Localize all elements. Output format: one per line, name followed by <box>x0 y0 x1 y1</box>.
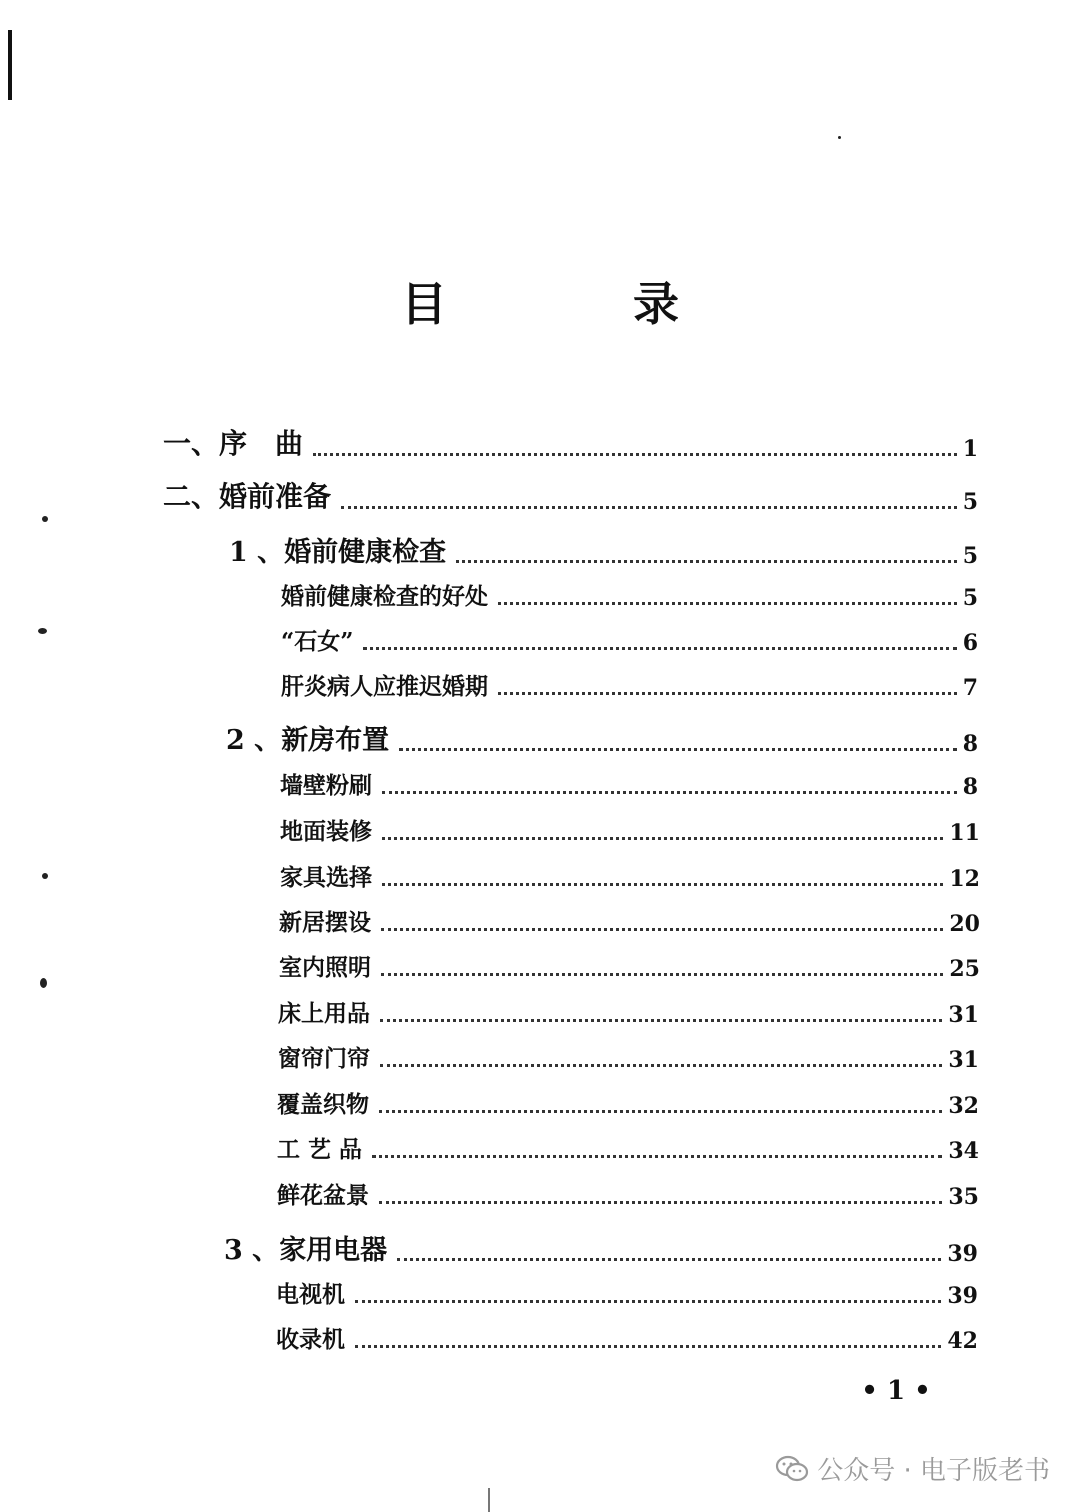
toc-entry[interactable] <box>278 995 979 1028</box>
toc-entry[interactable] <box>279 949 980 982</box>
toc-entry[interactable] <box>276 1321 978 1354</box>
toc-leader-dots <box>355 1345 941 1348</box>
toc-leader-dots <box>397 1258 941 1261</box>
toc-entry-page: 25 <box>949 956 980 982</box>
toc-leader-dots <box>381 928 943 931</box>
toc-leader-dots <box>379 1201 942 1204</box>
toc-entry-page: 31 <box>948 1002 979 1028</box>
toc-entry-label: 婚前健康检查的好处 <box>281 583 488 610</box>
toc-entry-page: 5 <box>962 543 978 569</box>
toc-entry-number: 2 、 <box>226 725 282 756</box>
toc-entry[interactable] <box>278 1040 979 1073</box>
toc-entry-page: 35 <box>948 1184 979 1210</box>
toc-leader-dots <box>498 602 957 605</box>
toc-leader-dots <box>355 1300 941 1303</box>
toc-entry-label: 电视机 <box>276 1281 345 1308</box>
toc-entry-page: 7 <box>962 675 978 701</box>
scan-edge-mark <box>488 1488 490 1512</box>
toc-entry-page: 5 <box>962 585 978 611</box>
page-title: 目 录 <box>401 277 749 331</box>
toc-entry-label: 序 曲 <box>219 427 304 460</box>
toc-entry[interactable] <box>279 904 980 937</box>
toc-entry-label: 墙壁粉刷 <box>280 772 372 799</box>
toc-entry-label: 家用电器 <box>279 1235 388 1266</box>
toc-entry-label: 鲜花盆景 <box>277 1182 369 1209</box>
toc-entry[interactable] <box>280 767 978 800</box>
toc-entry[interactable] <box>163 422 978 462</box>
toc-leader-dots <box>381 973 943 976</box>
toc-entry[interactable] <box>281 668 978 701</box>
toc-entry-label: 家具选择 <box>280 864 372 891</box>
toc-entry-page: 5 <box>962 489 978 515</box>
toc-entry[interactable] <box>276 1276 978 1309</box>
toc-entry-number: 一、 <box>163 427 220 460</box>
toc-entry[interactable] <box>277 1086 979 1119</box>
toc-entry-label: 肝炎病人应推迟婚期 <box>281 673 488 700</box>
toc-entry[interactable] <box>281 623 978 656</box>
toc-entry-number: 3 、 <box>224 1235 280 1266</box>
toc-entry-label: 窗帘门帘 <box>278 1045 370 1072</box>
toc-entry-page: 8 <box>962 731 978 757</box>
toc-entry[interactable] <box>280 813 980 846</box>
toc-leader-dots <box>382 791 957 794</box>
toc-leader-dots <box>380 1019 942 1022</box>
toc-entry-page: 32 <box>948 1093 979 1119</box>
toc-entry-page: 20 <box>949 911 980 937</box>
toc-entry-label: 收录机 <box>276 1326 345 1353</box>
watermark <box>775 1450 1050 1487</box>
toc-entry-label: 工 艺 品 <box>277 1136 363 1163</box>
toc-leader-dots <box>498 692 957 695</box>
toc-entry[interactable] <box>277 1131 979 1164</box>
toc-entry-page: 6 <box>962 630 978 656</box>
toc-entry[interactable] <box>229 530 978 569</box>
toc-entry-page: 1 <box>962 436 978 462</box>
toc-entry-number: 二、 <box>163 480 220 513</box>
toc-leader-dots <box>341 506 957 509</box>
watermark-text: 公众号 · 电子版老书 <box>817 1456 1050 1486</box>
page-number-footer: • 1 • <box>861 1376 931 1406</box>
toc-entry-label: 室内照明 <box>279 954 371 981</box>
toc-entry[interactable] <box>281 578 978 611</box>
toc-entry-label: 覆盖织物 <box>277 1091 369 1118</box>
toc-leader-dots <box>399 748 957 751</box>
toc-leader-dots <box>372 1155 942 1158</box>
toc-entry[interactable] <box>163 475 978 515</box>
toc-entry-page: 12 <box>949 866 980 892</box>
toc-entry[interactable] <box>280 859 980 892</box>
wechat-logo-icon <box>775 1455 809 1483</box>
toc-leader-dots <box>380 1064 942 1067</box>
toc-entry-page: 31 <box>948 1047 979 1073</box>
toc-entry-label: 新房布置 <box>281 725 390 756</box>
toc-entry-label: 地面装修 <box>280 818 372 845</box>
toc-entry-label: 床上用品 <box>278 1000 370 1027</box>
toc-entry-label: “石女” <box>281 628 354 655</box>
toc-leader-dots <box>382 837 943 840</box>
toc-leader-dots <box>313 453 957 456</box>
toc-leader-dots <box>382 883 943 886</box>
toc-entry-number: 1 、 <box>229 537 285 568</box>
toc-entry-page: 11 <box>949 820 980 846</box>
toc-entry-label: 婚前准备 <box>219 480 332 513</box>
toc-entry-page: 34 <box>948 1138 979 1164</box>
toc-entry[interactable] <box>224 1228 978 1267</box>
toc-entry-page: 39 <box>947 1241 978 1267</box>
toc-leader-dots <box>379 1110 942 1113</box>
toc-entry-page: 8 <box>962 774 978 800</box>
toc-leader-dots <box>456 560 957 563</box>
toc-entry-page: 42 <box>947 1328 978 1354</box>
toc-entry-page: 39 <box>947 1283 978 1309</box>
toc-entry[interactable] <box>277 1177 979 1210</box>
toc-entry[interactable] <box>226 718 978 757</box>
toc-entry-label: 婚前健康检查 <box>284 537 447 568</box>
toc-entry-label: 新居摆设 <box>279 909 371 936</box>
toc-leader-dots <box>363 647 956 650</box>
